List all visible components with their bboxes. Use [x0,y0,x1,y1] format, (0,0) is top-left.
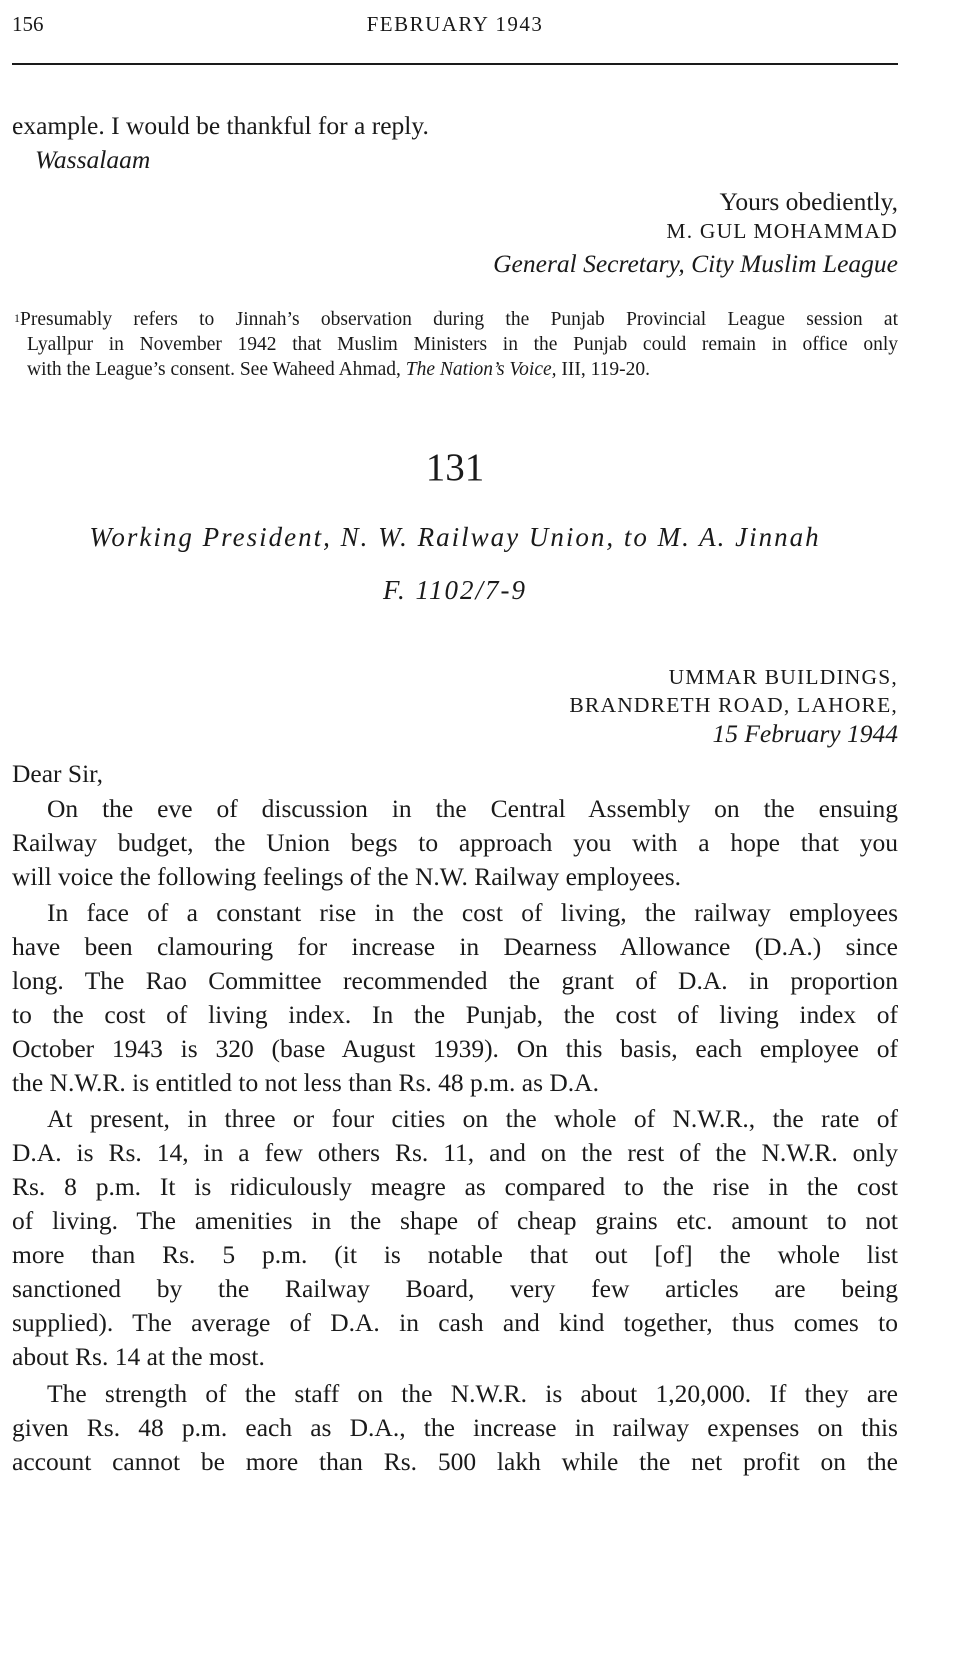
running-head: FEBRUARY 1943 [366,12,544,36]
signatory: M. GUL MOHAMMAD [666,219,898,243]
footnote-text-1: Presumably refers to Jinnah’s observation during the Punjab Provincial League session at [20,309,898,330]
page-number: 156 [12,12,44,36]
body-line: The strength of the staff on the N.W.R. is about 1,20,000. If they are [47,1379,898,1408]
sign-off: Yours obediently, [719,187,898,216]
document-reference: F. 1102/7-9 [382,575,527,605]
body-line: to the cost of living index. In the Punjab, the cost of living index of [12,1000,898,1029]
body-line: account cannot be more than Rs. 500 lakh while the net profit on the [12,1447,898,1476]
footnote-line-1 [14,308,898,332]
wassalaam: Wassalaam [35,145,151,174]
document-number: 131 [425,446,485,489]
body-line: given Rs. 48 p.m. each as D.A., the increase in railway expenses on this [12,1413,898,1442]
footnote-line-3 [27,358,898,382]
header-rule [12,63,898,65]
footnote-text-3: with the League’s consent. See Waheed Ahmad, [27,359,406,380]
body-line: of living. The amenities in the shape of cheap grains etc. amount to not [12,1206,898,1235]
body-line: Railway budget, the Union begs to approach you with a hope that you [12,828,898,857]
footnote-marker: 1 [14,311,20,325]
body-line: about Rs. 14 at the most. [12,1342,265,1371]
body-line: have been clamouring for increase in Dearness Allowance (D.A.) since [12,932,898,961]
body-line: October 1943 is 320 (base August 1939). On this basis, each employee of [12,1034,898,1063]
body-line: Rs. 8 p.m. It is ridiculously meagre as compared to the rise in the cost [12,1172,898,1201]
salutation: Dear Sir, [12,759,104,788]
footnote-line-2: Lyallpur in November 1942 that Muslim Ministers in the Punjab could remain in office only [27,334,898,355]
body-line: sanctioned by the Railway Board, very few articles are being [12,1274,898,1303]
body-line: In face of a constant rise in the cost of living, the railway employees [47,898,898,927]
body-line: will voice the following feelings of the N.W. Railway employees. [12,862,681,891]
body-line: supplied). The average of D.A. in cash and kind together, thus comes to [12,1308,898,1337]
address-line-2: BRANDRETH ROAD, LAHORE, [569,693,898,717]
body-line: more than Rs. 5 p.m. (it is notable that out [of] the whole list [12,1240,898,1269]
footnote-text-3-end: III, 119-20. [556,359,651,380]
closing-line: example. I would be thankful for a reply. [12,111,429,140]
body-line: On the eve of discussion in the Central Assembly on the ensuing [47,794,898,823]
page-header [12,12,898,42]
footnote-book-title: The Nation’s Voice, [405,359,557,380]
body-line: D.A. is Rs. 14, in a few others Rs. 11, and on the rest of the N.W.R. only [12,1138,898,1167]
designation: General Secretary, City Muslim League [493,249,898,278]
body-line: At present, in three or four cities on the whole of N.W.R., the rate of [47,1104,898,1133]
document-title: Working President, N. W. Railway Union, to M. A. Jinnah [89,522,821,552]
body-line: long. The Rao Committee recommended the grant of D.A. in proportion [12,966,898,995]
body-line: the N.W.R. is entitled to not less than Rs. 48 p.m. as D.A. [12,1068,599,1097]
address-line-1: UMMAR BUILDINGS, [668,665,898,689]
letter-date: 15 February 1944 [712,719,898,748]
